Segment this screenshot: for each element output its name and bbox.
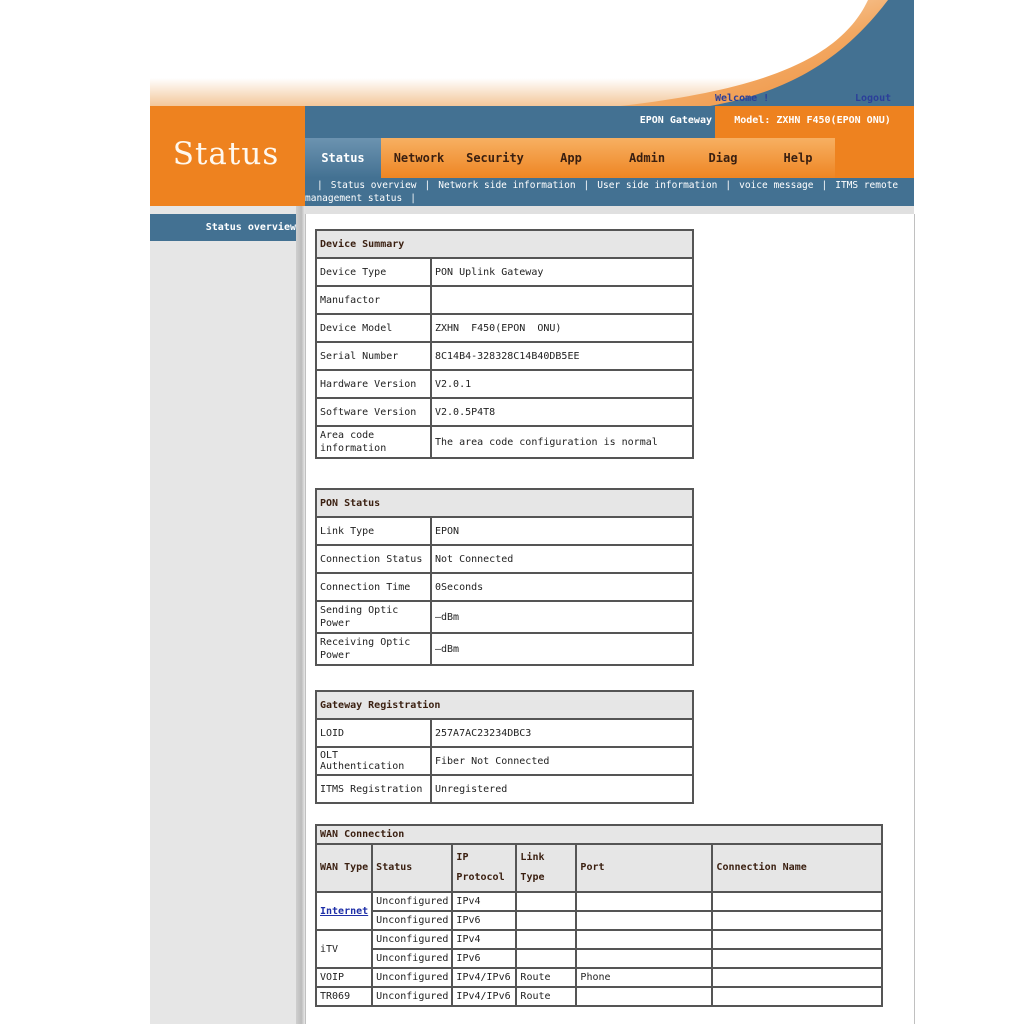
gateway-label: EPON Gateway <box>639 115 712 126</box>
content-top-strip <box>305 206 914 214</box>
table-row <box>316 426 693 458</box>
header-banner <box>150 0 914 106</box>
row-value: V2.0.1 <box>431 370 693 398</box>
tab-admin[interactable]: Admin <box>628 151 666 165</box>
ip-protocol-cell: IPv4/IPv6 <box>452 987 516 1006</box>
table-row <box>316 601 693 633</box>
table-row <box>316 342 693 370</box>
connection-name-cell <box>712 892 882 911</box>
wan-header-row <box>316 844 882 892</box>
wan-type-cell: TR069 <box>316 987 372 1006</box>
table-row <box>316 747 693 775</box>
connection-name-cell <box>712 987 882 1006</box>
col-status: Status <box>372 844 452 892</box>
tab-help[interactable]: Help <box>783 151 813 165</box>
section-title: Status <box>172 136 280 172</box>
row-key: Device Model <box>316 314 431 342</box>
row-key: Connection Time <box>316 573 431 601</box>
port-cell <box>576 911 712 930</box>
sidebar-item-status-overview[interactable]: Status overview <box>150 214 296 241</box>
table-row <box>316 545 693 573</box>
sub-nav: | Status overview | Network side information | User side information | voice message | ITMS remote management status | <box>305 180 899 204</box>
wan-type-cell: VOIP <box>316 968 372 987</box>
row-value: 8C14B4-328328C14B40DB5EE <box>431 342 693 370</box>
link-type-cell <box>516 892 576 911</box>
row-key: Serial Number <box>316 342 431 370</box>
welcome-text: Welcome ! <box>715 93 770 104</box>
ip-protocol-cell: IPv4/IPv6 <box>452 968 516 987</box>
row-value: Unregistered <box>431 775 693 803</box>
connection-name-cell <box>712 911 882 930</box>
link-type-cell <box>516 930 576 949</box>
status-cell: Unconfigured <box>372 930 452 949</box>
port-cell <box>576 892 712 911</box>
row-value: Not Connected <box>431 545 693 573</box>
table-row <box>316 911 882 930</box>
table-row <box>316 573 693 601</box>
row-value: —dBm <box>431 601 693 633</box>
table-row <box>316 633 693 665</box>
device-summary-title: Device Summary <box>316 230 693 258</box>
link-type-cell <box>516 949 576 968</box>
table-row <box>316 314 693 342</box>
row-key: Sending Optic Power <box>316 601 431 633</box>
ip-protocol-cell: IPv4 <box>452 892 516 911</box>
table-row <box>316 949 882 968</box>
row-key: LOID <box>316 719 431 747</box>
sidebar <box>150 206 296 1024</box>
main-nav <box>305 138 835 178</box>
col-port: Port <box>576 844 712 892</box>
connection-name-cell <box>712 968 882 987</box>
pon-status-title: PON Status <box>316 489 693 517</box>
ip-protocol-cell: IPv4 <box>452 930 516 949</box>
ip-protocol-cell: IPv6 <box>452 911 516 930</box>
row-value: V2.0.5P4T8 <box>431 398 693 426</box>
tab-app[interactable]: App <box>560 151 582 165</box>
tab-security[interactable]: Security <box>466 151 524 165</box>
table-row <box>316 775 693 803</box>
row-value: ZXHN F450(EPON ONU) <box>431 314 693 342</box>
port-cell <box>576 987 712 1006</box>
table-row <box>316 892 882 911</box>
wan-type-cell <box>316 892 372 930</box>
wan-connection-table <box>315 824 883 1007</box>
row-value: Fiber Not Connected <box>431 747 693 775</box>
row-key: Hardware Version <box>316 370 431 398</box>
table-row <box>316 370 693 398</box>
row-key: Device Type <box>316 258 431 286</box>
col-link-type: Link Type <box>516 844 576 892</box>
port-cell: Phone <box>576 968 712 987</box>
subnav-voice-message[interactable]: voice message <box>739 180 814 191</box>
link-type-cell: Route <box>516 968 576 987</box>
table-row <box>316 517 693 545</box>
subnav-user-side-information[interactable]: User side information <box>597 180 718 191</box>
subnav-status-overview[interactable]: Status overview <box>330 180 417 191</box>
port-cell <box>576 949 712 968</box>
status-cell: Unconfigured <box>372 968 452 987</box>
table-row <box>316 968 882 987</box>
status-cell: Unconfigured <box>372 911 452 930</box>
row-value: The area code configuration is normal <box>431 426 693 458</box>
status-cell: Unconfigured <box>372 949 452 968</box>
tab-diag[interactable]: Diag <box>708 151 738 165</box>
row-key: OLT Authentication <box>316 747 431 775</box>
table-row <box>316 286 693 314</box>
device-summary-table <box>315 229 694 459</box>
row-key: Link Type <box>316 517 431 545</box>
tab-status[interactable]: Status <box>305 138 381 178</box>
tab-network[interactable]: Network <box>393 151 445 165</box>
col-connection-name: Connection Name <box>712 844 882 892</box>
col-ip-protocol: IP Protocol <box>452 844 516 892</box>
table-row <box>316 987 882 1006</box>
row-key: Software Version <box>316 398 431 426</box>
gateway-registration-table <box>315 690 694 804</box>
table-row <box>316 719 693 747</box>
logout-link[interactable]: Logout <box>855 93 892 104</box>
table-row <box>316 930 882 949</box>
connection-name-cell <box>712 930 882 949</box>
row-value: 257A7AC23234DBC3 <box>431 719 693 747</box>
banner-swoosh-graphic <box>150 0 914 106</box>
internet-link[interactable]: Internet <box>320 905 369 917</box>
row-key: Receiving Optic Power <box>316 633 431 665</box>
col-wan-type: WAN Type <box>316 844 372 892</box>
subnav-itms-remote-management-status[interactable]: ITMS remote management status <box>305 180 899 204</box>
row-value: —dBm <box>431 633 693 665</box>
row-value <box>431 286 693 314</box>
row-key: Manufactor <box>316 286 431 314</box>
model-label: Model: ZXHN F450(EPON ONU) <box>734 115 891 126</box>
link-type-cell <box>516 911 576 930</box>
subnav-network-side-information[interactable]: Network side information <box>438 180 576 191</box>
wan-type-cell: iTV <box>316 930 372 968</box>
pon-status-table <box>315 488 694 666</box>
table-row <box>316 398 693 426</box>
row-value: PON Uplink Gateway <box>431 258 693 286</box>
table-row <box>316 258 693 286</box>
status-cell: Unconfigured <box>372 892 452 911</box>
row-key: Connection Status <box>316 545 431 573</box>
status-cell: Unconfigured <box>372 987 452 1006</box>
wan-connection-title: WAN Connection <box>316 825 882 844</box>
row-value: 0Seconds <box>431 573 693 601</box>
port-cell <box>576 930 712 949</box>
sidebar-divider <box>296 206 305 1024</box>
row-key: ITMS Registration <box>316 775 431 803</box>
link-type-cell: Route <box>516 987 576 1006</box>
row-value: EPON <box>431 517 693 545</box>
gateway-registration-title: Gateway Registration <box>316 691 693 719</box>
ip-protocol-cell: IPv6 <box>452 949 516 968</box>
row-key: Area code information <box>316 426 431 458</box>
connection-name-cell <box>712 949 882 968</box>
